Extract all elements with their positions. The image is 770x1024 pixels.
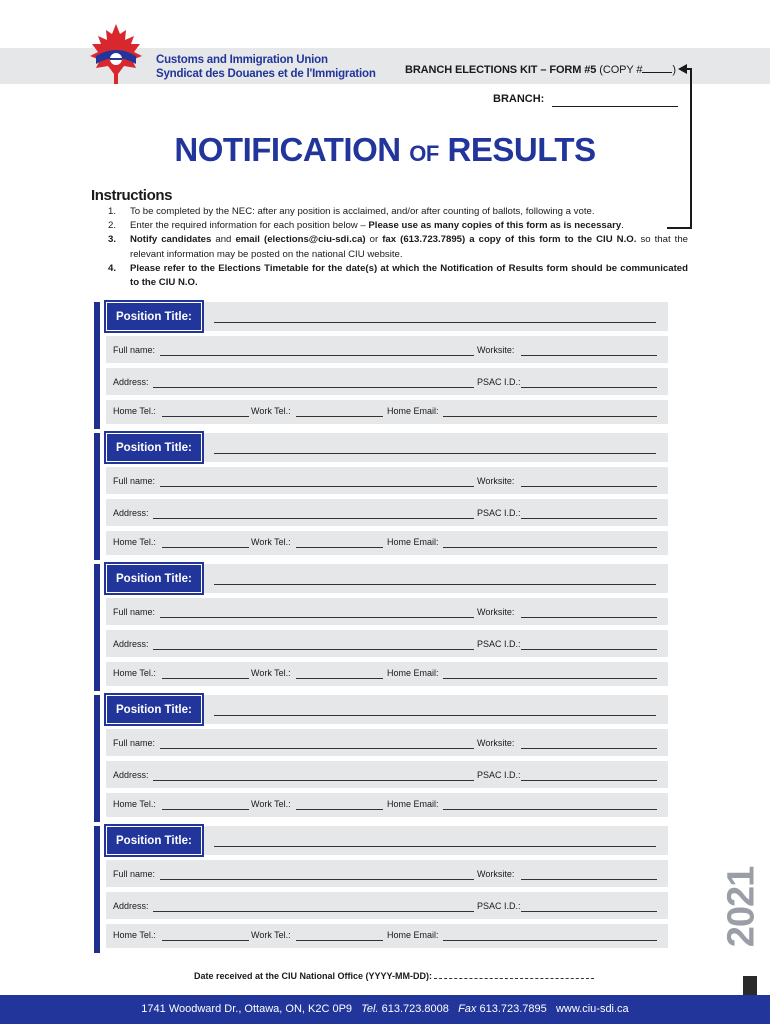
position-section [94,695,674,822]
psac-id-label: PSAC I.D.: [477,377,521,387]
position-title-field[interactable] [214,322,656,323]
copy-suffix: ) [672,64,676,76]
home-email-label: Home Email: [387,406,439,416]
instruction-emphasis: Please use as many copies of this form as is necessary [368,220,622,232]
position-title-row [106,433,668,462]
work-tel-label: Work Tel.: [251,406,291,416]
org-name-en: Customs and Immigration Union [156,54,328,66]
full-name-field[interactable] [160,748,474,749]
address-row [106,499,668,526]
worksite-label: Worksite: [477,345,515,355]
full-name-field[interactable] [160,355,474,356]
title-results: RESULTS [447,131,596,168]
psac-id-label: PSAC I.D.: [477,770,521,780]
work-tel-field[interactable] [296,940,383,941]
instruction-number: 3. [108,234,117,246]
instruction-text-part: or [365,234,383,246]
work-tel-field[interactable] [296,416,383,417]
full-name-field[interactable] [160,486,474,487]
position-title-label: Position Title: [106,695,202,724]
form-kit-label [405,63,676,76]
address-field[interactable] [153,780,474,781]
home-email-label: Home Email: [387,668,439,678]
title-notification: NOTIFICATION [174,131,401,168]
home-email-label: Home Email: [387,930,439,940]
worksite-field[interactable] [521,617,657,618]
instruction-text-part: Enter the required information for each position below – [130,220,369,232]
address-field[interactable] [153,911,474,912]
home-tel-label: Home Tel.: [113,406,156,416]
home-tel-field[interactable] [162,678,249,679]
name-row [106,467,668,494]
full-name-label: Full name: [113,738,156,748]
position-title-label: Position Title: [106,302,202,331]
address-field[interactable] [153,649,474,650]
instruction-text-part: so that the relevant information may be posted on the national CIU website. [130,234,688,260]
instruction-text: To be completed by the NEC: after any position is acclaimed, and/or after counting of ballots, following a vote. [130,206,595,217]
worksite-label: Worksite: [477,869,515,879]
psac-id-label: PSAC I.D.: [477,901,521,911]
psac-id-field[interactable] [521,387,657,388]
address-row [106,761,668,788]
work-tel-label: Work Tel.: [251,799,291,809]
position-title-field[interactable] [214,715,656,716]
address-label: Address: [113,508,149,518]
worksite-label: Worksite: [477,607,515,617]
home-email-field[interactable] [443,940,657,941]
home-email-field[interactable] [443,678,657,679]
instruction-text-part: . [621,220,624,232]
home-tel-field[interactable] [162,416,249,417]
position-title-label: Position Title: [106,433,202,462]
instruction-number: 2. [108,220,117,232]
kit-title: BRANCH ELECTIONS KIT – FORM #5 [404,64,597,76]
home-email-field[interactable] [443,809,657,810]
full-name-field[interactable] [160,879,474,880]
home-tel-label: Home Tel.: [113,930,156,940]
position-title-row [106,302,668,331]
org-name [156,53,376,81]
footer-contact-bar [0,995,770,1024]
home-email-label: Home Email: [387,799,439,809]
instruction-item [108,205,688,219]
section-accent-bar [94,302,100,429]
worksite-field[interactable] [521,486,657,487]
title-of: OF [409,141,439,166]
instruction-emphasis: Notify candidates [130,234,212,246]
home-email-label: Home Email: [387,537,439,547]
home-tel-field[interactable] [162,940,249,941]
instruction-number: 4. [108,262,117,274]
worksite-field[interactable] [521,879,657,880]
instruction-item [108,262,688,290]
name-row [106,729,668,756]
position-section [94,433,674,560]
home-tel-label: Home Tel.: [113,537,156,547]
position-title-field[interactable] [214,584,656,585]
branch-field[interactable] [552,106,678,107]
work-tel-label: Work Tel.: [251,930,291,940]
work-tel-field[interactable] [296,547,383,548]
footer-address: 1741 Woodward Dr., Ottawa, ON, K2C 0P9 [141,1003,353,1015]
worksite-label: Worksite: [477,476,515,486]
contact-row [106,662,668,686]
section-accent-bar [94,695,100,822]
position-title-row [106,826,668,855]
instruction-item [108,219,688,233]
section-accent-bar [94,826,100,953]
worksite-field[interactable] [521,748,657,749]
instruction-text: Please refer to the Elections Timetable for the date(s) at which the Notification of Results form should be communicated to the CIU N.O. [130,262,688,289]
full-name-label: Full name: [113,345,156,355]
psac-id-field[interactable] [521,911,657,912]
address-label: Address: [113,770,149,780]
address-row [106,630,668,657]
address-field[interactable] [153,387,474,388]
instructions-heading: Instructions [91,187,173,204]
instruction-text [130,233,688,261]
address-label: Address: [113,639,149,649]
position-title-row [106,695,668,724]
psac-id-label: PSAC I.D.: [477,508,521,518]
position-title-field[interactable] [214,453,656,454]
date-received-label: Date received at the CIU National Office (YYYY-MM-DD): [194,971,433,981]
contact-row [106,924,668,948]
address-label: Address: [113,377,149,387]
section-accent-bar [94,433,100,560]
home-tel-label: Home Tel.: [113,799,156,809]
instruction-item [108,233,688,261]
instruction-text-part: and [211,234,236,246]
org-name-fr: Syndicat des Douanes et de l'Immigration [156,68,376,80]
year-label-container [718,866,766,948]
home-email-field[interactable] [443,416,657,417]
footer-tel: 613.723.8008 [381,1003,449,1015]
home-email-field[interactable] [443,547,657,548]
date-received-field[interactable] [434,971,594,979]
psac-id-field[interactable] [521,518,657,519]
work-tel-label: Work Tel.: [251,537,291,547]
position-section [94,826,674,953]
contact-row [106,400,668,424]
position-title-label: Position Title: [106,564,202,593]
full-name-label: Full name: [113,476,156,486]
address-row [106,892,668,919]
position-title-label: Position Title: [106,826,202,855]
psac-id-label: PSAC I.D.: [477,639,521,649]
contact-row [106,531,668,555]
footer-website-link[interactable]: www.ciu-sdi.ca [555,1003,629,1015]
worksite-field[interactable] [521,355,657,356]
copy-number-field[interactable] [642,63,672,73]
worksite-label: Worksite: [477,738,515,748]
instruction-text [130,219,688,233]
full-name-label: Full name: [113,869,156,879]
full-name-label: Full name: [113,607,156,617]
copy-prefix: (COPY # [599,64,643,76]
branch-label: BRANCH: [493,93,545,105]
psac-id-field[interactable] [521,780,657,781]
instructions-list [108,205,688,290]
address-field[interactable] [153,518,474,519]
name-row [106,860,668,887]
position-section [94,302,674,429]
footer-fax: 613.723.7895 [479,1003,547,1015]
home-tel-field[interactable] [162,547,249,548]
instruction-emphasis: fax (613.723.7895) a copy of this form to the CIU N.O. [382,234,637,246]
name-row [106,336,668,363]
address-row [106,368,668,395]
footer-tel-label: Tel. [361,1003,379,1015]
date-received-row [194,971,594,981]
address-label: Address: [113,901,149,911]
ciu-logo [82,22,150,86]
work-tel-label: Work Tel.: [251,668,291,678]
instruction-number: 1. [108,206,117,217]
year-label: 2021 [720,866,763,948]
position-section [94,564,674,691]
home-tel-field[interactable] [162,809,249,810]
home-tel-label: Home Tel.: [113,668,156,678]
section-accent-bar [94,564,100,691]
work-tel-field[interactable] [296,809,383,810]
full-name-field[interactable] [160,617,474,618]
work-tel-field[interactable] [296,678,383,679]
position-title-row [106,564,668,593]
name-row [106,598,668,625]
psac-id-field[interactable] [521,649,657,650]
union-bug-icon [743,976,757,996]
position-title-field[interactable] [214,846,656,847]
footer-fax-label: Fax [458,1003,477,1015]
contact-row [106,793,668,817]
page-title [0,131,770,169]
instruction-email-link[interactable]: email (elections@ciu-sdi.ca) [235,234,366,246]
